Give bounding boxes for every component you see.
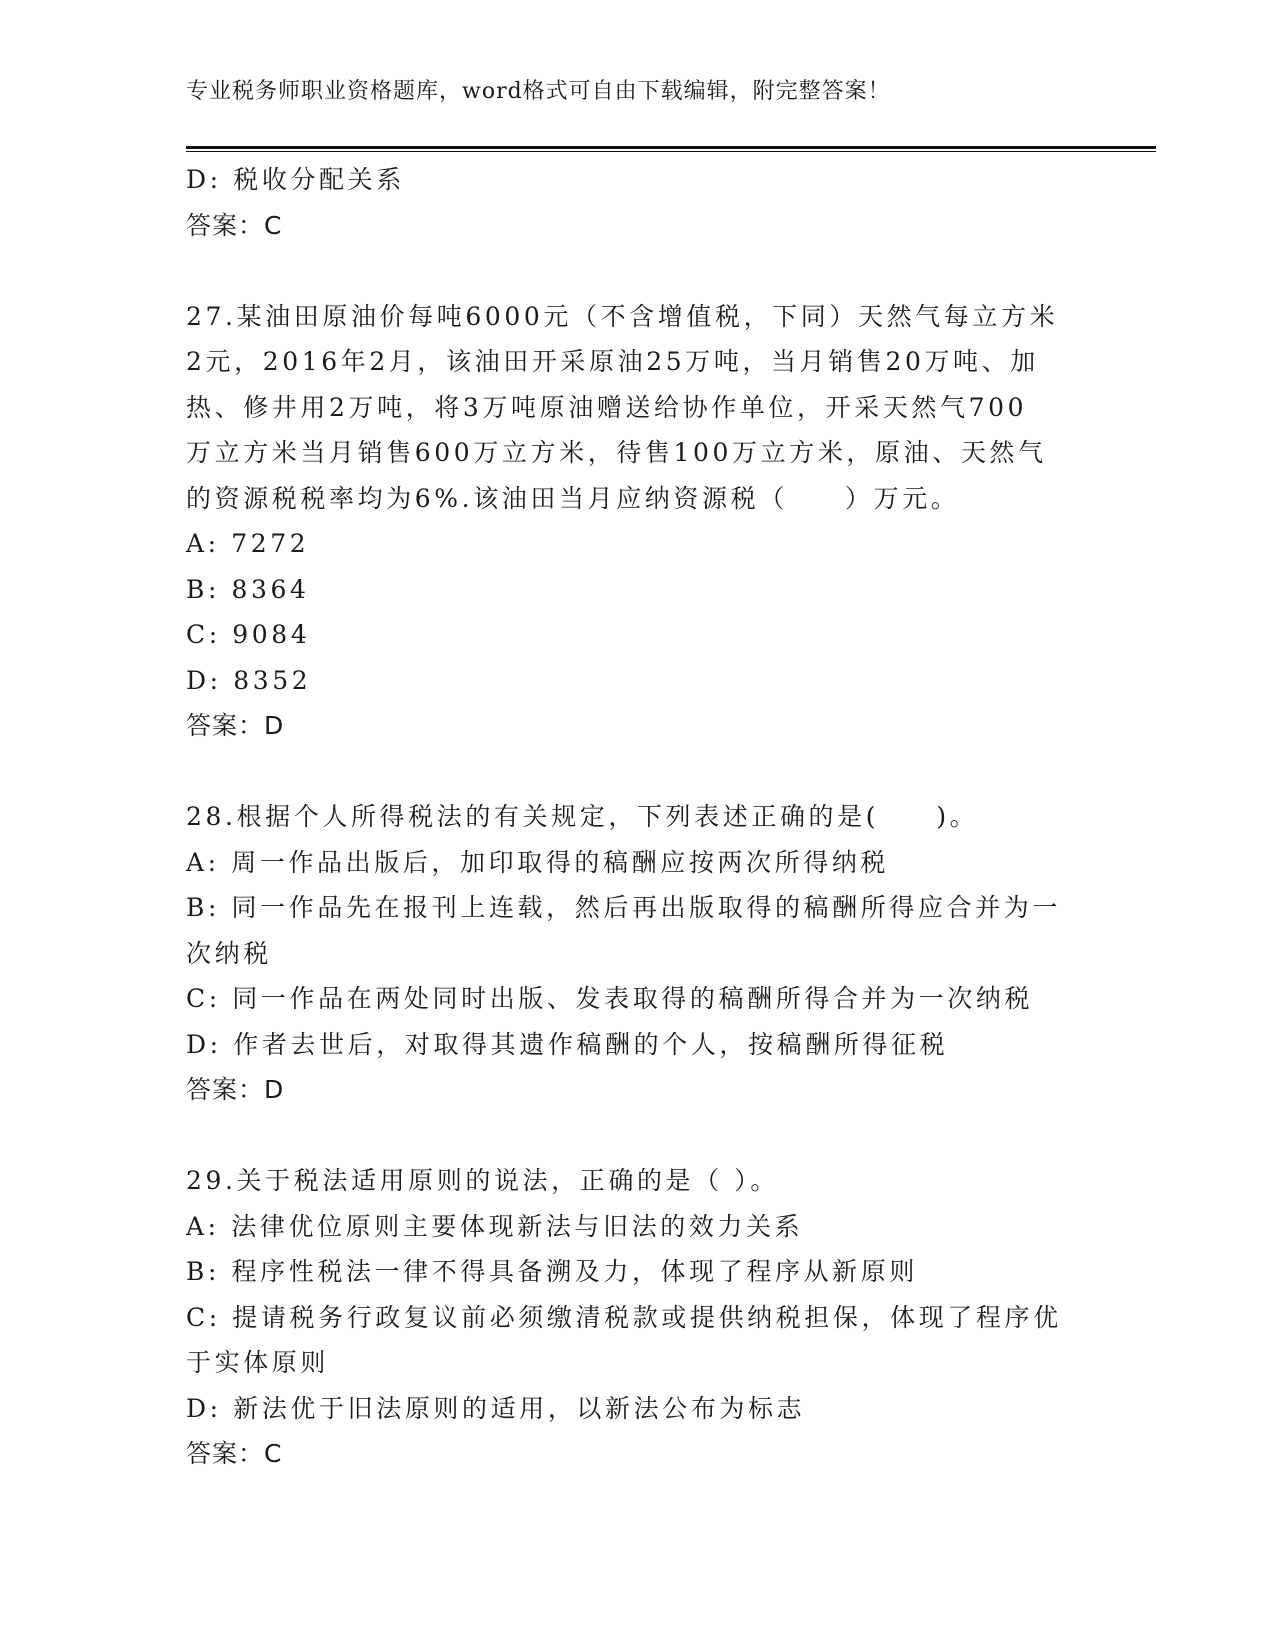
question-text-line: 29.关于税法适用原则的说法，正确的是（ ）。 <box>186 1166 780 1195</box>
option-c-continued: 于实体原则 <box>186 1348 330 1377</box>
option-c: C: 同一作品在两处同时出版、发表取得的稿酬所得合并为一次纳税 <box>186 984 1034 1013</box>
answer: 答案：C <box>186 210 283 240</box>
answer: 答案：D <box>186 711 285 740</box>
question-29 <box>186 1158 1086 1477</box>
option-d: D: 作者去世后，对取得其遗作稿酬的个人，按稿酬所得征税 <box>186 1029 949 1059</box>
question-27 <box>186 294 1086 749</box>
question-text-line: 28.根据个人所得税法的有关规定，下列表述正确的是( )。 <box>186 802 979 831</box>
option-c: C: 9084 <box>186 620 311 649</box>
question-28 <box>186 794 1086 1113</box>
question-text-line: 热、修井用2万吨，将3万吨原油赠送给协作单位，开采天然气700 <box>186 392 1028 422</box>
option-b: B: 8364 <box>186 574 310 604</box>
spacer <box>186 248 1086 294</box>
option-c: C: 提请税务行政复议前必须缴清税款或提供纳税担保，体现了程序优 <box>186 1302 1062 1332</box>
header-rule-thin <box>186 151 1156 152</box>
header-rule-thick <box>186 146 1156 149</box>
answer: 答案：D <box>186 1075 285 1104</box>
question-text-line: 的资源税税率均为6%.该油田当月应纳资源税（ ）万元。 <box>186 483 960 513</box>
option-a: A: 7272 <box>186 529 310 558</box>
question-text-line: 27.某油田原油价每吨6000元（不含增值税，下同）天然气每立方米 <box>186 301 1059 331</box>
option-b: B: 程序性税法一律不得具备溯及力，体现了程序从新原则 <box>186 1257 918 1286</box>
option-d: D: 税收分配关系 <box>186 165 405 194</box>
option-b-continued: 次纳税 <box>186 938 272 968</box>
option-b: B: 同一作品先在报刊上连载，然后再出版取得的稿酬所得应合并为一 <box>186 893 1061 922</box>
page-header: 专业税务师职业资格题库，word格式可自由下载编辑，附完整答案！ <box>186 79 891 104</box>
option-d: D: 8352 <box>186 665 312 695</box>
option-a: A: 周一作品出版后，加印取得的稿酬应按两次所得纳税 <box>186 847 890 877</box>
spacer <box>186 1113 1086 1159</box>
spacer <box>186 749 1086 795</box>
answer: 答案：C <box>186 1439 283 1468</box>
question-text-line: 2元，2016年2月，该油田开采原油25万吨，当月销售20万吨、加 <box>186 347 1039 376</box>
document-body <box>186 157 1086 1477</box>
option-a: A: 法律优位原则主要体现新法与旧法的效力关系 <box>186 1211 804 1241</box>
option-d: D: 新法优于旧法原则的适用，以新法公布为标志 <box>186 1393 806 1423</box>
question-text-line: 万立方米当月销售600万立方米，待售100万立方米，原油、天然气 <box>186 438 1047 467</box>
